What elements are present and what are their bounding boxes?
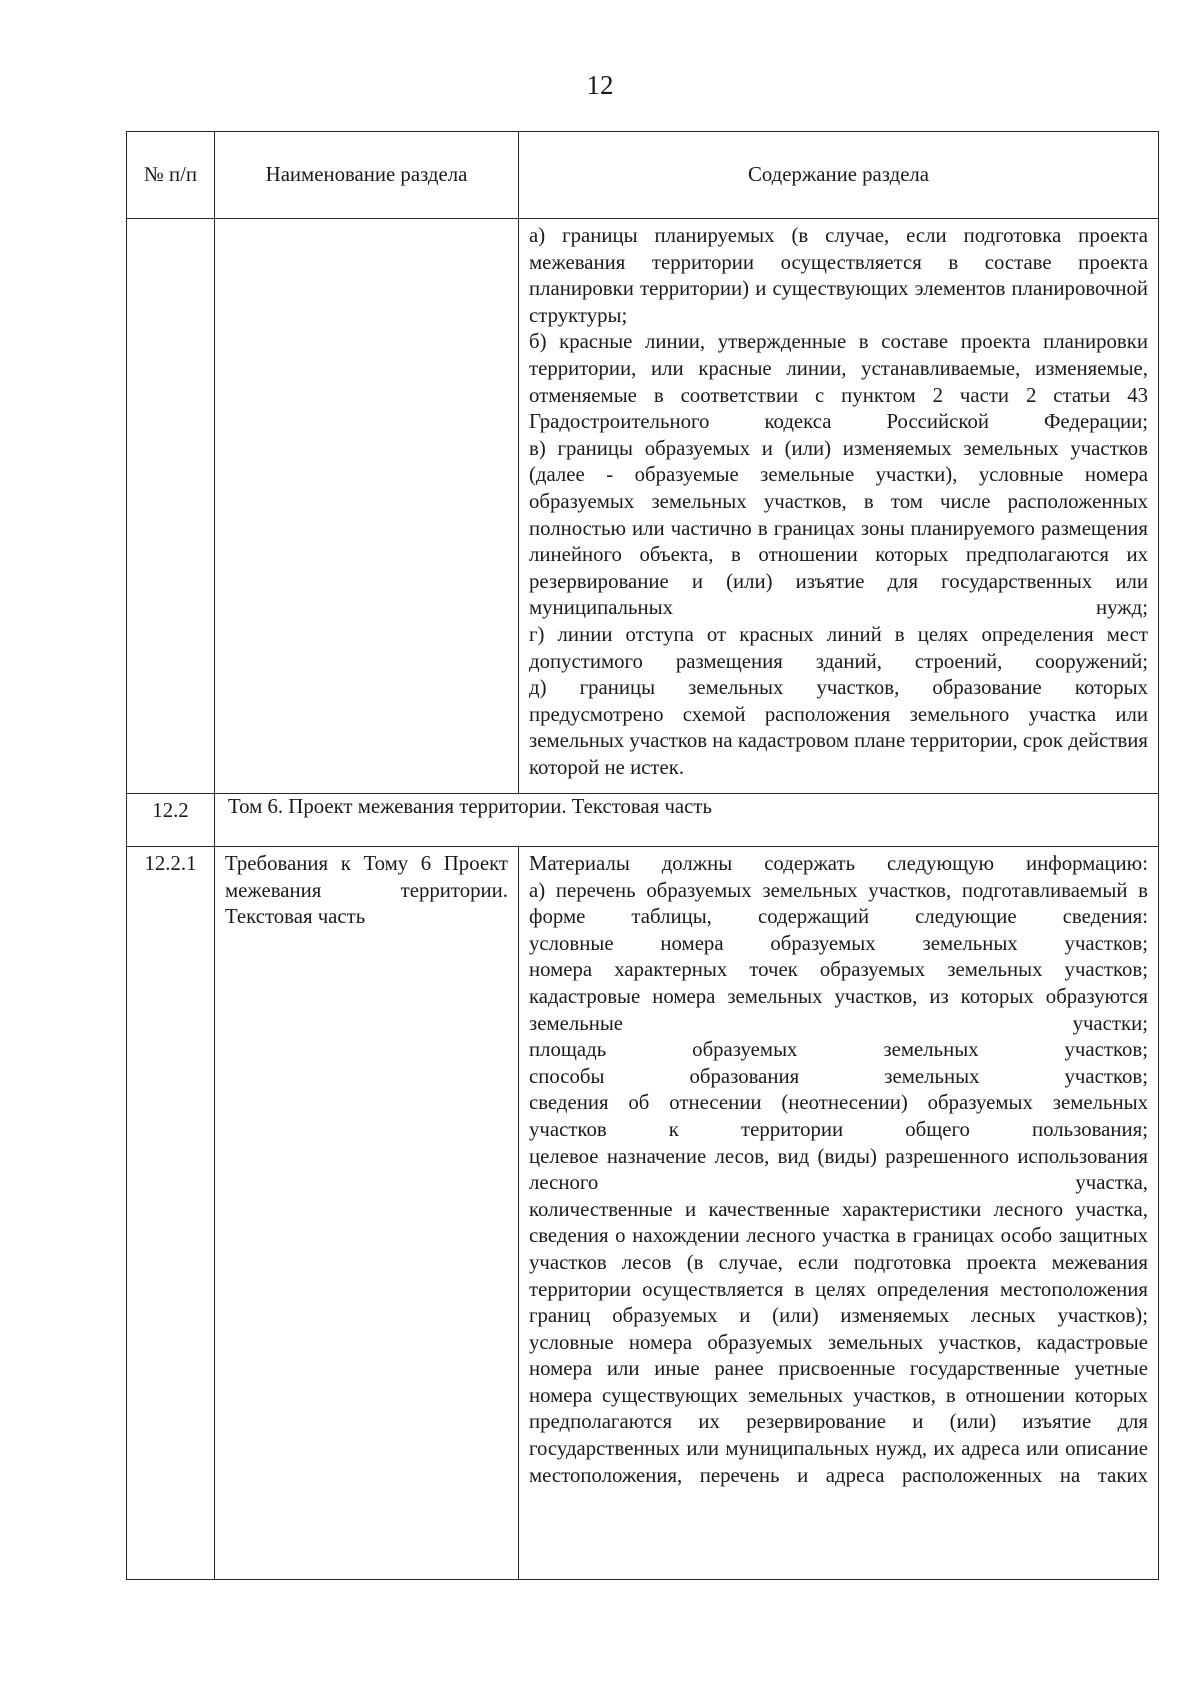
content-paragraph: условные номера образуемых земельных участков; — [529, 931, 1148, 955]
content-paragraph: сведения об отнесении (неотнесении) образуемых земельных участков к территории общего пользования; — [529, 1091, 1148, 1141]
page-number: 12 — [586, 70, 614, 100]
content-paragraph: способы образования земельных участков; — [529, 1064, 1148, 1088]
row-section-name — [215, 219, 519, 794]
table-row — [127, 847, 1159, 1580]
content-paragraph: в) границы образуемых и (или) изменяемых земельных участков (далее - образуемые земельные участки), условные номера образуемых земельных участков, в том числе расположенных полностью или частично в границах зоны планируемого размещения линейного объекта, в отношении которых предполагаются их резервирование и (или) изъятие для государственных или муниципальных нужд; — [529, 436, 1148, 620]
content-paragraph: г) линии отступа от красных линий в целях определения мест допустимого размещения зданий, строений, сооружений; — [529, 622, 1148, 673]
row-num: 12.2.1 — [127, 847, 215, 1580]
header-section-content: Содержание раздела — [519, 132, 1159, 219]
row-num: 12.2 — [127, 794, 215, 847]
content-paragraph: кадастровые номера земельных участков, из которых образуются земельные участки; — [529, 984, 1148, 1035]
requirements-table — [126, 131, 1159, 1580]
section-name-text: Требования к Тому 6 Проект межевания территории. Текстовая часть — [225, 852, 508, 929]
content-paragraph: д) границы земельных участков, образование которых предусмотрено схемой расположения земельного участка или земельных участков на кадастровом плане территории, срок действия которой не истек. — [529, 676, 1148, 779]
content-paragraph: а) перечень образуемых земельных участков, подготавливаемый в форме таблицы, содержащий следующие сведения: — [529, 878, 1148, 929]
section-title: Том 6. Проект межевания территории. Текстовая часть — [215, 794, 1159, 847]
row-section-content — [519, 219, 1159, 794]
header-num: № п/п — [127, 132, 215, 219]
row-section-name — [215, 847, 519, 1580]
content-paragraph: а) границы планируемых (в случае, если подготовка проекта межевания территории осуществляется в составе проекта планировки территории) и существующих элементов планировочной структуры; — [529, 224, 1148, 327]
content-paragraph: площадь образуемых земельных участков; — [529, 1038, 1148, 1062]
header-section-name: Наименование раздела — [215, 132, 519, 219]
row-num — [127, 219, 215, 794]
content-paragraph: количественные и качественные характеристики лесного участка, сведения о нахождении лесного участка в границах особо защитных участков лесов (в случае, если подготовка проекта межевания территории осуществляется в целях определения местоположения границ образуемых и (или) изменяемых лесных участков); — [529, 1197, 1148, 1328]
row-section-content — [519, 847, 1159, 1580]
content-paragraph: условные номера образуемых земельных участков, кадастровые номера или иные ранее присвоенные государственные учетные номера существующих земельных участков, в отношении которых предполагаются их резервирование и (или) изъятие для государственных или муниципальных нужд, их адреса или описание местоположения, перечень и адреса расположенных на таких — [529, 1330, 1148, 1487]
table-row-section — [127, 794, 1159, 847]
table-header-row — [127, 132, 1159, 219]
table-row — [127, 219, 1159, 794]
content-paragraph: номера характерных точек образуемых земельных участков; — [529, 958, 1148, 982]
content-paragraph: Материалы должны содержать следующую информацию: — [529, 852, 1148, 875]
content-paragraph: б) красные линии, утвержденные в составе проекта планировки территории, или красные линии, устанавливаемые, изменяемые, отменяемые в соответствии с пунктом 2 части 2 статьи 43 Градостроительного кодекса Российской Федерации; — [529, 330, 1148, 434]
content-paragraph: целевое назначение лесов, вид (виды) разрешенного использования лесного участка, — [529, 1144, 1148, 1195]
